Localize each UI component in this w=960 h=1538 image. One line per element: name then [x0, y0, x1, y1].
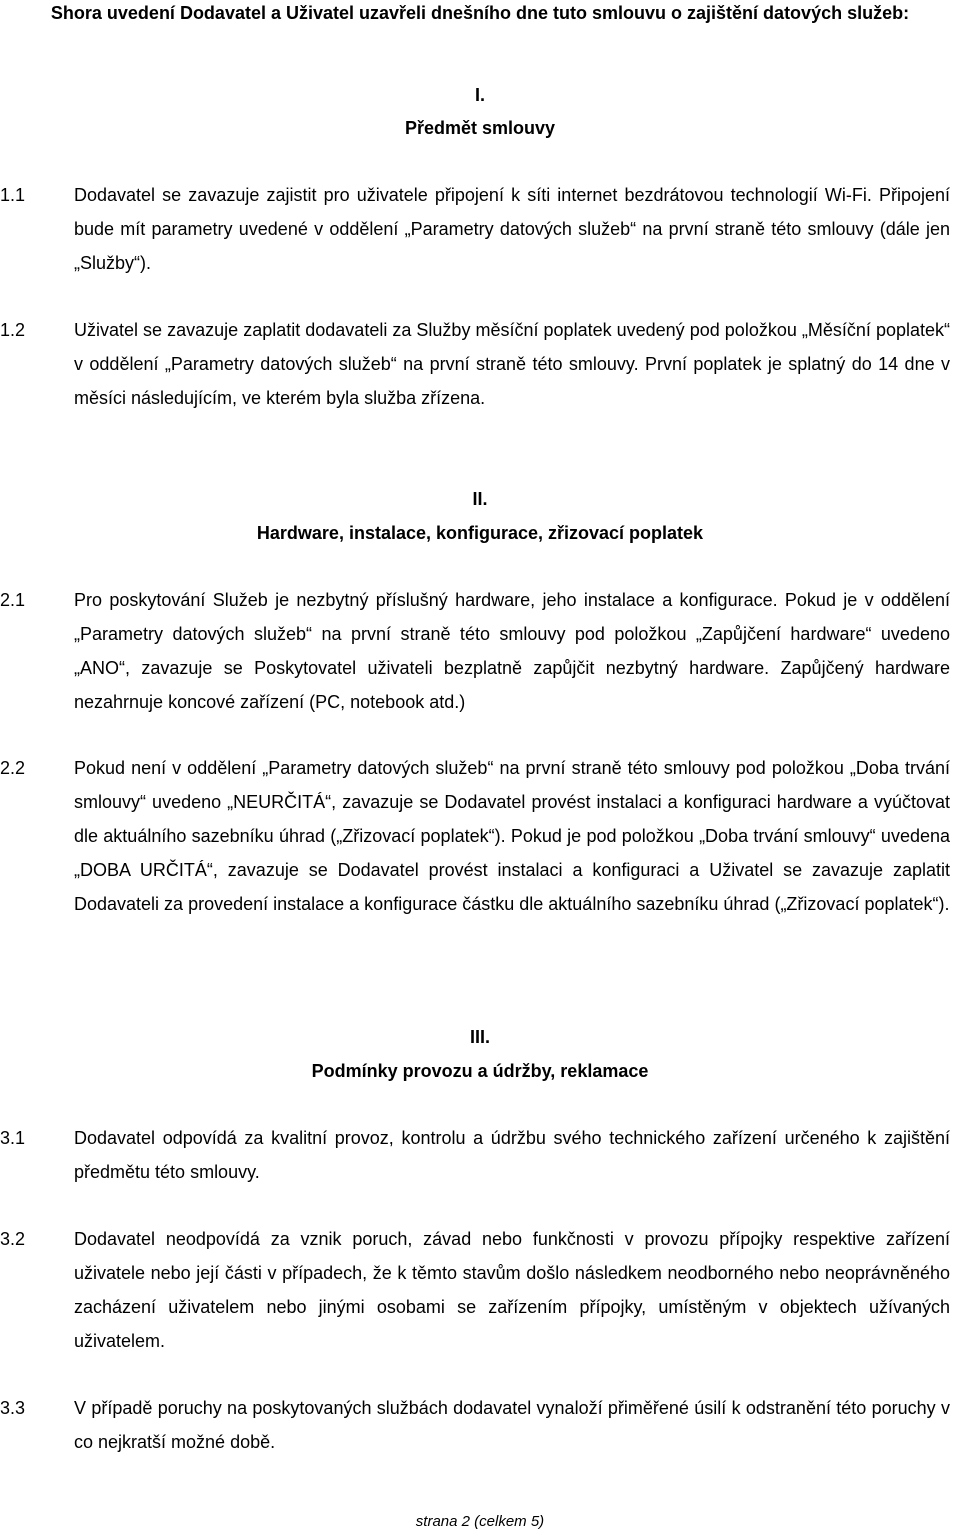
clause-text: Dodavatel odpovídá za kvalitní provoz, kontrolu a údržbu svého technického zařízení určeného k zajištění předmětu této smlouvy.	[74, 1128, 950, 1182]
section-3-title: Podmínky provozu a údržby, reklamace	[311, 1061, 649, 1081]
intro-paragraph: Shora uvedení Dodavatel a Uživatel uzavřeli dnešního dne tuto smlouvu o zajištění datových služeb:	[50, 3, 910, 23]
clause-1-2	[0, 313, 960, 415]
clause-text: V případě poruchy na poskytovaných službách dodavatel vynaloží přiměřené úsilí k odstranění této poruchy v co nejkratší možné době.	[74, 1398, 950, 1452]
clause-2-1	[0, 583, 960, 719]
clause-1-1	[0, 178, 960, 280]
page-footer: strana 2 (celkem 5)	[415, 1513, 545, 1530]
clause-number: 2.2	[0, 758, 26, 778]
clause-number: 3.1	[0, 1128, 26, 1148]
section-1-number: I.	[474, 85, 485, 105]
clause-text: Uživatel se zavazuje zaplatit dodavateli za Služby měsíční poplatek uvedený pod položkou „Měsíční poplatek“ v oddělení „Parametry datových služeb“ na první straně této smlouvy. První poplatek je splatný do 14 dne v měsíci následujícím, ve kterém byla služba zřízena.	[74, 320, 950, 408]
section-2-title: Hardware, instalace, konfigurace, zřizovací poplatek	[256, 523, 704, 543]
clause-2-2	[0, 751, 960, 921]
clause-text: Pokud není v oddělení „Parametry datových služeb“ na první straně této smlouvy pod položkou „Doba trvání smlouvy“ uvedeno „NEURČITÁ“, zavazuje se Dodavatel provést instalaci a konfiguraci hardware a vyúčtovat dle aktuálního sazebníku úhrad („Zřizovací poplatek“). Pokud je pod položkou „Doba trvání smlouvy“ uvedena „DOBA URČITÁ“, zavazuje se Dodavatel provést instalaci a konfiguraci a Uživatel se zavazuje zaplatit Dodavateli za provedení instalace a konfigurace částku dle aktuálního sazebníku úhrad („Zřizovací poplatek“).	[74, 758, 950, 914]
clause-number: 2.1	[0, 590, 26, 610]
clause-3-3	[0, 1391, 960, 1459]
section-2-number: II.	[472, 489, 488, 509]
clause-text: Pro poskytování Služeb je nezbytný příslušný hardware, jeho instalace a konfigurace. Pokud je v oddělení „Parametry datových služeb“ na první straně této smlouvy pod položkou „Zapůjčení hardware“ uvedeno „ANO“, zavazuje se Poskytovatel uživateli bezplatně zapůjčit nezbytný hardware. Zapůjčený hardware nezahrnuje koncové zařízení (PC, notebook atd.)	[74, 590, 950, 712]
clause-3-2	[0, 1222, 960, 1358]
clause-3-1	[0, 1121, 960, 1189]
clause-number: 3.2	[0, 1229, 26, 1249]
clause-text: Dodavatel neodpovídá za vznik poruch, závad nebo funkčnosti v provozu přípojky respektive zařízení uživatele nebo její části v případech, že k těmto stavům došlo následkem neodborného nebo neoprávněného zacházení uživatelem nebo jinými osobami se zařízením přípojky, umístěným v objektech užívaných uživatelem.	[74, 1229, 950, 1351]
section-3-number: III.	[469, 1027, 490, 1047]
section-1-title: Předmět smlouvy	[404, 118, 556, 138]
clause-number: 1.2	[0, 320, 26, 340]
clause-number: 1.1	[0, 185, 26, 205]
clause-number: 3.3	[0, 1398, 26, 1418]
clause-text: Dodavatel se zavazuje zajistit pro uživatele připojení k síti internet bezdrátovou technologií Wi-Fi. Připojení bude mít parametry uvedené v oddělení „Parametry datových služeb“ na první straně této smlouvy (dále jen „Služby“).	[74, 185, 950, 273]
